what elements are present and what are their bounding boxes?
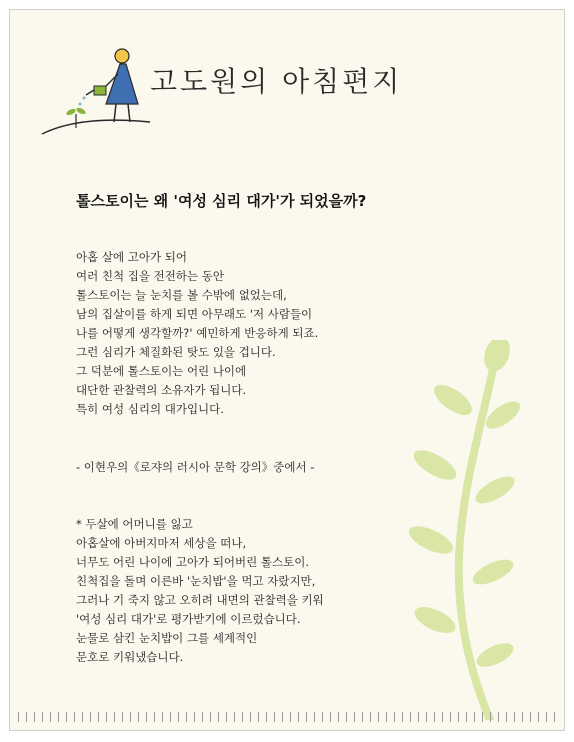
paragraph-line: 눈물로 삼킨 눈치밥이 그를 세계적인 — [76, 631, 258, 645]
paragraph-line: 친척집을 돌며 이른바 '눈치밥'을 먹고 자랐지만, — [76, 574, 316, 588]
paragraph-2 — [76, 515, 324, 667]
vine-decoration-icon — [395, 340, 535, 720]
paragraph-line: * 두살에 어머니를 잃고 — [76, 517, 193, 531]
paragraph-line: 여러 친척 집을 전전하는 동안 — [76, 269, 224, 283]
logo-title: 고도원의 아침편지 — [150, 65, 403, 98]
paragraph-line: 나를 어떻게 생각할까?' 예민하게 반응하게 되죠. — [76, 326, 319, 340]
paragraph-line: 그런 심리가 체질화된 탓도 있을 겁니다. — [76, 345, 276, 359]
paragraph-line: 아홉살에 아버지마저 세상을 떠나, — [76, 536, 247, 550]
paragraph-line: 아홉 살에 고아가 되어 — [76, 250, 187, 264]
paragraph-line: 남의 집살이를 하게 되면 아무래도 '저 사람들이 — [76, 307, 313, 321]
paragraph-line: 특히 여성 심리의 대가입니다. — [76, 402, 224, 416]
article-title: 톨스토이는 왜 '여성 심리 대가'가 되었을까? — [76, 192, 367, 210]
paragraph-line: 문호로 키워냈습니다. — [76, 650, 184, 664]
logo — [40, 32, 420, 142]
woman-watering-plant-icon — [40, 32, 160, 142]
paragraph-line: 그러나 기 죽지 않고 오히려 내면의 관찰력을 키워 — [76, 593, 324, 607]
bottom-tick-border — [18, 712, 558, 722]
paragraph-line: 너무도 어린 나이에 고아가 되어버린 톨스토이. — [76, 555, 310, 569]
paragraph-line: 그 덕분에 톨스토이는 어린 나이에 — [76, 364, 247, 378]
paragraph-line: 대단한 관찰력의 소유자가 됩니다. — [76, 383, 247, 397]
paragraph-1 — [76, 248, 318, 419]
source-citation: - 이현우의《로쟈의 러시아 문학 강의》중에서 - — [76, 460, 315, 474]
paragraph-line: 톨스토이는 늘 눈치를 볼 수밖에 없었는데, — [76, 288, 287, 302]
paragraph-line: '여성 심리 대가'로 평가받기에 이르렀습니다. — [76, 612, 301, 626]
letter-page — [9, 9, 565, 731]
